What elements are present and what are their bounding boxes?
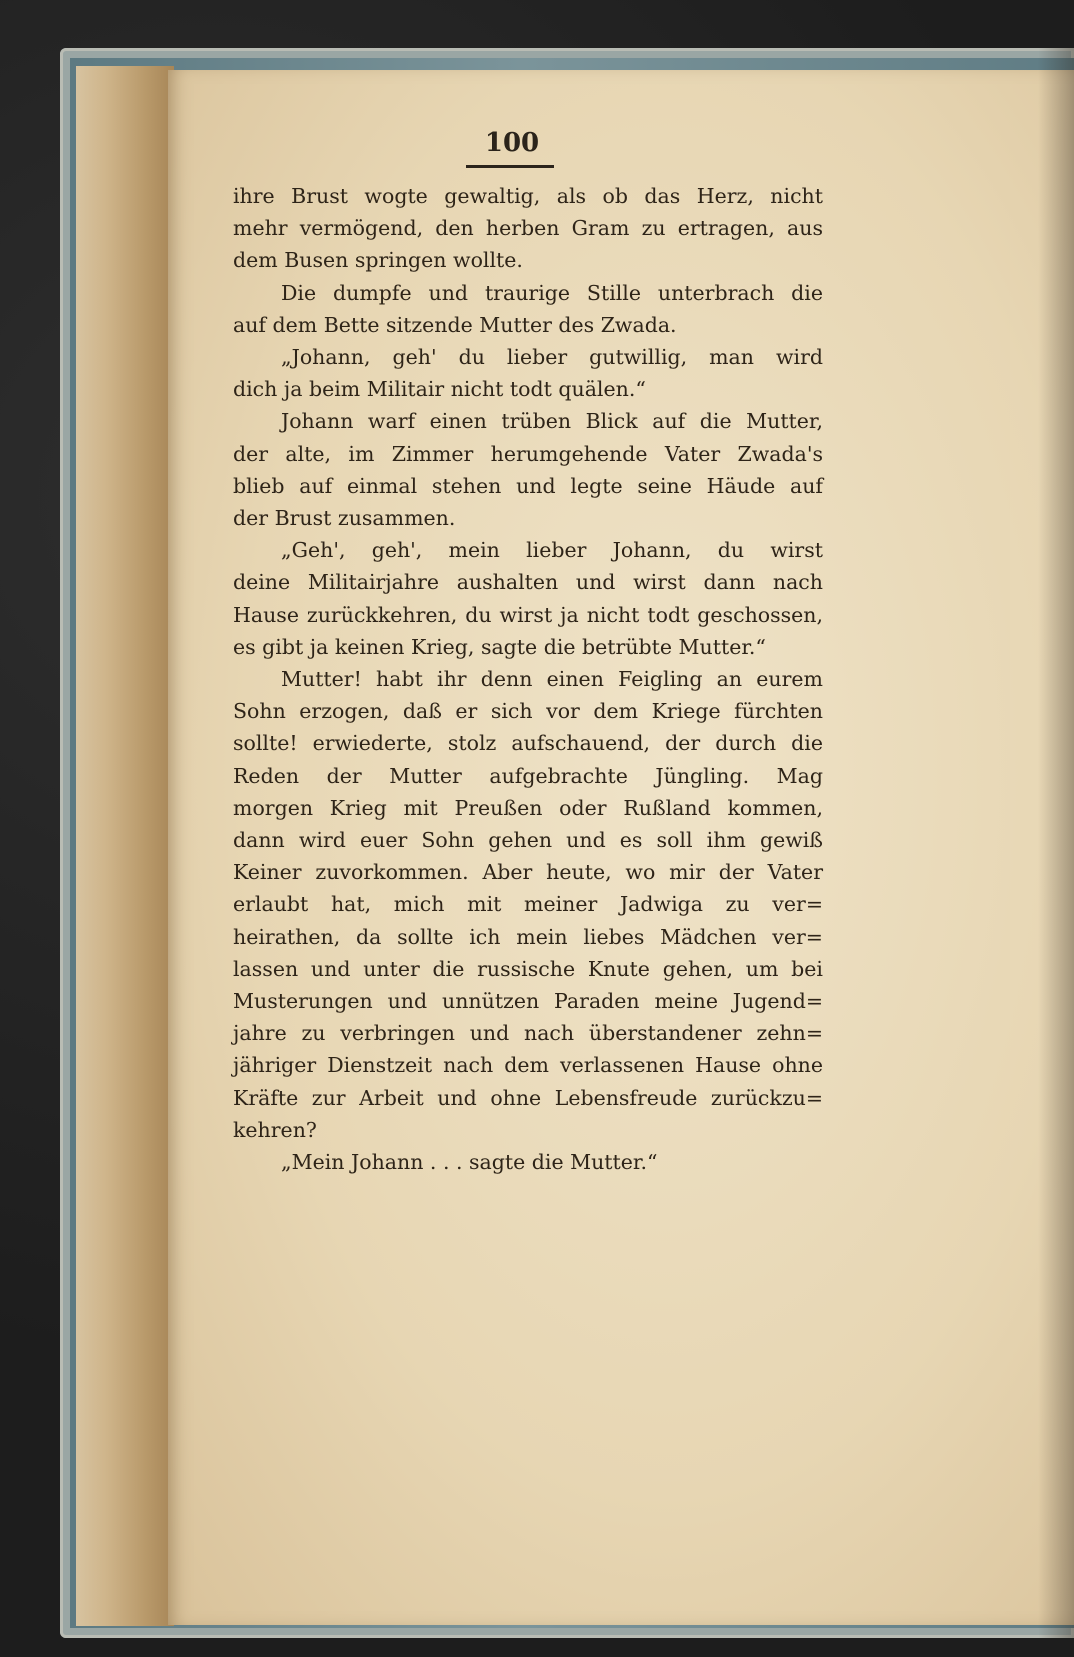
text-line: der Brust zusammen.: [233, 506, 456, 531]
text-line: morgen Krieg mit Preußen oder Rußland kommen,: [233, 795, 823, 820]
text-line: ihre Brust wogte gewaltig, als ob das Herz, nicht: [233, 184, 823, 208]
spine-shadow: [1038, 48, 1074, 1638]
text-line: dann wird euer Sohn gehen und es soll ihm gewiß: [233, 828, 823, 853]
page-edges: [76, 66, 174, 1626]
text-line: Reden der Mutter aufgebrachte Jüngling. Mag: [233, 763, 823, 788]
text-line: es gibt ja keinen Krieg, sagte die betrübte Mutter.“: [233, 634, 766, 659]
text-line: der alte, im Zimmer herumgehende Vater Zwada's: [233, 441, 823, 466]
page-number-rule: [466, 165, 554, 168]
text-line: „Mein Johann . . . sagte die Mutter.“: [281, 1150, 658, 1175]
text-line: Kräfte zur Arbeit und ohne Lebensfreude zurückzu=: [233, 1085, 823, 1110]
text-line: „Johann, geh' du lieber gutwillig, man wird: [281, 345, 823, 370]
text-line: Hause zurückkehren, du wirst ja nicht todt geschossen,: [233, 602, 823, 627]
text-line: auf dem Bette sitzende Mutter des Zwada.: [233, 312, 677, 337]
text-line: dich ja beim Militair nicht todt quälen.“: [233, 377, 646, 402]
text-line: deine Militairjahre aushalten und wirst dann nach: [233, 570, 823, 595]
text-line: Mutter! habt ihr denn einen Feigling an eurem: [281, 667, 823, 692]
body-text: [233, 180, 823, 1178]
text-line: blieb auf einmal stehen und legte seine Häude auf: [233, 473, 823, 498]
text-line: Keiner zuvorkommen. Aber heute, wo mir der Vater: [233, 860, 823, 885]
text-line: sollte! erwiederte, stolz aufschauend, der durch die: [233, 731, 823, 756]
text-line: dem Busen springen wollte.: [233, 248, 523, 273]
page-number: 100: [484, 128, 540, 158]
text-line: jahre zu verbringen und nach überstandener zehn=: [233, 1021, 823, 1046]
text-line: „Geh', geh', mein lieber Johann, du wirst: [281, 538, 823, 563]
text-line: Die dumpfe und traurige Stille unterbrach die: [281, 280, 823, 305]
text-line: Musterungen und unnützen Paraden meine Jugend=: [233, 989, 823, 1014]
text-line: mehr vermögend, den herben Gram zu ertragen, aus: [233, 216, 823, 241]
text-line: lassen und unter die russische Knute gehen, um bei: [233, 956, 823, 981]
text-line: jähriger Dienstzeit nach dem verlassenen Hause ohne: [233, 1053, 823, 1078]
text-line: Sohn erzogen, daß er sich vor dem Kriege fürchten: [233, 699, 823, 724]
text-line: heirathen, da sollte ich mein liebes Mädchen ver=: [233, 924, 823, 949]
text-line: kehren?: [233, 1117, 317, 1142]
text-line: Johann warf einen trüben Blick auf die Mutter,: [281, 409, 823, 434]
text-line: erlaubt hat, mich mit meiner Jadwiga zu ver=: [233, 892, 823, 917]
